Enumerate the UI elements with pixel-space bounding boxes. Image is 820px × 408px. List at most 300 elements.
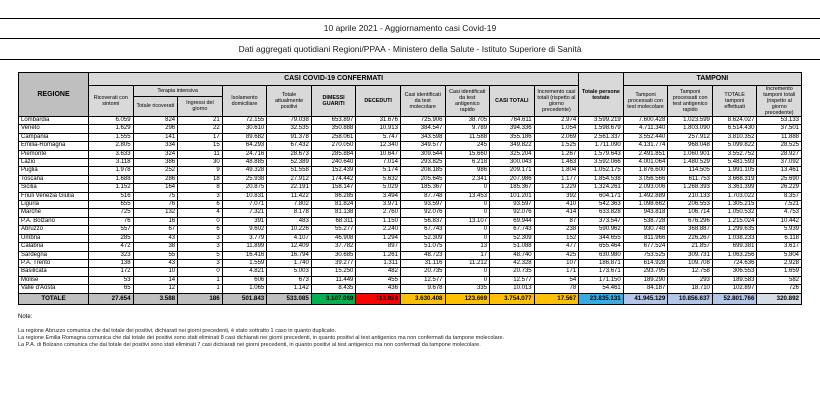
table-row xyxy=(19,175,802,183)
data-cell: 21 xyxy=(178,117,223,125)
data-cell: 306.553 xyxy=(712,268,757,276)
data-cell: 49.328 xyxy=(222,167,267,175)
data-cell: 538.728 xyxy=(623,217,668,225)
data-cell: 1.294 xyxy=(356,234,401,242)
data-cell: 37.782 xyxy=(311,243,356,251)
data-cell: 2.093.006 xyxy=(623,184,668,192)
data-cell: 5.747 xyxy=(356,133,401,141)
data-cell: 46.908 xyxy=(311,234,356,242)
region-name: Sicilia xyxy=(19,184,89,192)
data-cell: 89.682 xyxy=(222,133,267,141)
column-header-tamponi-totale: TOTALE tamponi effettuati xyxy=(712,86,757,117)
table-header xyxy=(19,73,802,117)
data-cell: 10.226 xyxy=(267,226,312,234)
data-cell: 81.138 xyxy=(311,209,356,217)
data-cell: 1.555 xyxy=(89,133,134,141)
data-cell: 436 xyxy=(356,285,401,293)
table-row xyxy=(19,150,802,158)
data-cell: 655 xyxy=(89,201,134,209)
data-cell: 824 xyxy=(133,117,178,125)
data-cell: 245 xyxy=(445,142,490,150)
data-cell: 92.076 xyxy=(400,209,445,217)
region-name: P.A. Trento xyxy=(19,259,89,267)
data-cell: 1.063.256 xyxy=(712,251,757,259)
table-row xyxy=(19,142,802,150)
data-cell: 897 xyxy=(356,243,401,251)
data-cell: 9.789 xyxy=(445,125,490,133)
data-cell: 764.611 xyxy=(490,117,535,125)
region-name: Emilia-Romagna xyxy=(19,142,89,150)
table-row xyxy=(19,217,802,225)
data-cell: 42.328 xyxy=(490,259,535,267)
data-cell: 1.229 xyxy=(534,184,579,192)
data-cell: 1 xyxy=(178,276,223,284)
data-cell: 14 xyxy=(133,276,178,284)
table-row xyxy=(19,159,802,167)
region-name: Piemonte xyxy=(19,150,89,158)
data-cell: 37.501 xyxy=(757,125,802,133)
data-cell: 286 xyxy=(133,175,178,183)
data-cell: 285 xyxy=(89,234,134,242)
data-cell: 3 xyxy=(178,192,223,200)
data-cell: 4.131.774 xyxy=(623,142,668,150)
data-cell: 4 xyxy=(178,209,223,217)
data-cell: 48.723 xyxy=(400,251,445,259)
data-cell: 673 xyxy=(267,276,312,284)
column-header-regione: REGIONE xyxy=(19,73,89,117)
data-cell: 22.191 xyxy=(267,184,312,192)
column-header-casi-totali: CASI TOTALI xyxy=(490,86,535,117)
data-cell: 1.629 xyxy=(89,125,134,133)
data-cell: 3.494 xyxy=(356,192,401,200)
data-cell: 210.133 xyxy=(668,192,713,200)
data-cell: 3.617 xyxy=(757,243,802,251)
region-name: Marche xyxy=(19,209,89,217)
data-cell: 1.480.529 xyxy=(668,159,713,167)
data-cell: 724.636 xyxy=(712,259,757,267)
data-cell: 0 xyxy=(445,276,490,284)
data-cell: 55 xyxy=(133,251,178,259)
data-cell: 6 xyxy=(178,201,223,209)
data-cell: 1.703.022 xyxy=(712,192,757,200)
data-cell: 207.986 xyxy=(490,175,535,183)
data-cell: 5.481.593 xyxy=(712,159,757,167)
data-cell: 1.038.233 xyxy=(712,234,757,242)
data-cell: 13.453 xyxy=(445,192,490,200)
totale-cell: 52.801.766 xyxy=(712,293,757,304)
data-cell: 343.598 xyxy=(400,133,445,141)
data-cell: 4.711.340 xyxy=(623,125,668,133)
data-cell: 56.837 xyxy=(400,217,445,225)
data-cell: 24.716 xyxy=(222,150,267,158)
totale-cell: 3.630.408 xyxy=(400,293,445,304)
region-name: Toscana xyxy=(19,175,89,183)
data-cell: 344.655 xyxy=(579,234,624,242)
totale-cell: 3.754.077 xyxy=(490,293,535,304)
data-cell: 726 xyxy=(757,285,802,293)
data-cell: 12.577 xyxy=(400,276,445,284)
data-cell: 51.088 xyxy=(490,243,535,251)
table-row xyxy=(19,251,802,259)
data-cell: 725.906 xyxy=(400,117,445,125)
totale-cell: 186 xyxy=(178,293,223,304)
data-cell: 300.043 xyxy=(490,159,535,167)
totale-cell: 10.856.637 xyxy=(668,293,713,304)
data-cell: 472 xyxy=(89,243,134,251)
data-cell: 86.285 xyxy=(311,192,356,200)
data-cell: 186.871 xyxy=(579,259,624,267)
data-cell: 4.107 xyxy=(267,234,312,242)
data-cell: 455 xyxy=(356,276,401,284)
data-cell: 28.525 xyxy=(757,142,802,150)
data-cell: 5.804 xyxy=(757,251,802,259)
data-cell: 1.054 xyxy=(534,125,579,133)
data-cell: 7.071 xyxy=(222,201,267,209)
data-cell: 10.013 xyxy=(490,285,535,293)
data-cell: 3.633 xyxy=(89,150,134,158)
data-cell: 226.267 xyxy=(668,234,713,242)
data-cell: 4.821 xyxy=(222,268,267,276)
data-cell: 185.367 xyxy=(400,184,445,192)
data-cell: 3 xyxy=(178,243,223,251)
region-name: Puglia xyxy=(19,167,89,175)
data-cell: 1.261 xyxy=(356,251,401,259)
column-header-casi-antigenico: Casi identificati da test antigenico rapido xyxy=(445,86,490,117)
footnotes-title: Note: xyxy=(18,314,33,320)
data-cell: 67.432 xyxy=(267,142,312,150)
data-cell: 349.822 xyxy=(490,142,535,150)
data-cell: 325.204 xyxy=(490,150,535,158)
data-cell: 15.660 xyxy=(445,150,490,158)
data-cell: 410 xyxy=(534,201,579,209)
data-cell: 1.267 xyxy=(534,150,579,158)
data-cell: 483 xyxy=(267,217,312,225)
data-cell: 208.185 xyxy=(400,167,445,175)
report-source-subtitle: Dati aggregati quotidiani Regioni/PPAA - Ministero della Salute - Istituto Superiore di Sanità xyxy=(0,39,820,60)
data-cell: 614.928 xyxy=(623,259,668,267)
data-cell: 12.577 xyxy=(490,276,535,284)
data-cell: 87.748 xyxy=(400,192,445,200)
data-cell: 16 xyxy=(133,217,178,225)
data-cell: 425 xyxy=(534,251,579,259)
region-name: Lombardia xyxy=(19,117,89,125)
data-cell: 30.610 xyxy=(222,125,267,133)
data-cell: 8.357 xyxy=(757,192,802,200)
data-cell: 10.647 xyxy=(356,150,401,158)
data-cell: 37.092 xyxy=(757,159,802,167)
data-cell: 4.001.064 xyxy=(623,159,668,167)
region-name: Friuli Venezia Giulia xyxy=(19,192,89,200)
data-cell: 174.442 xyxy=(311,175,356,183)
data-cell: 2.491.851 xyxy=(623,150,668,158)
column-header-incremento-tamponi: Incremento tamponi totali (rispetto al giorno precedente) xyxy=(757,86,802,117)
totale-cell: 113.923 xyxy=(356,293,401,304)
table-row xyxy=(19,133,802,141)
region-name: Campania xyxy=(19,133,89,141)
report-title-block xyxy=(0,18,820,60)
data-cell: 1.023.599 xyxy=(668,117,713,125)
data-cell: 0 xyxy=(445,209,490,217)
table-body xyxy=(19,117,802,305)
group-header-terapia-intensiva: Terapia intensiva xyxy=(133,86,222,97)
table-row xyxy=(19,201,802,209)
data-cell: 350.888 xyxy=(311,125,356,133)
data-cell: 9.678 xyxy=(400,285,445,293)
data-cell: 240.640 xyxy=(311,159,356,167)
data-cell: 557 xyxy=(89,226,134,234)
data-cell: 32.535 xyxy=(267,125,312,133)
data-cell: 5.029 xyxy=(356,184,401,192)
data-cell: 1.050.532 xyxy=(712,209,757,217)
column-header-positivi: Totale attualmente positivi xyxy=(267,86,312,117)
data-cell: 52.309 xyxy=(490,234,535,242)
data-cell: 1.876.600 xyxy=(623,167,668,175)
totale-row xyxy=(19,293,802,304)
data-cell: 2.974 xyxy=(534,117,579,125)
data-cell: 43 xyxy=(133,259,178,267)
data-cell: 38 xyxy=(133,243,178,251)
data-cell: 11.422 xyxy=(267,192,312,200)
data-cell: 93.597 xyxy=(490,201,535,209)
data-cell: 8 xyxy=(178,184,223,192)
table-row xyxy=(19,125,802,133)
data-cell: 93.597 xyxy=(400,201,445,209)
data-cell: 54.461 xyxy=(579,285,624,293)
data-cell: 1.177 xyxy=(534,175,579,183)
table-row xyxy=(19,226,802,234)
data-cell: 76 xyxy=(89,217,134,225)
data-cell: 1.060.901 xyxy=(668,150,713,158)
data-cell: 1.142 xyxy=(267,285,312,293)
region-name: Valle d'Aosta xyxy=(19,285,89,293)
data-cell: 0 xyxy=(445,268,490,276)
column-header-persone-testate: Totale persone testate xyxy=(579,73,624,117)
data-cell: 11.888 xyxy=(757,133,802,141)
data-cell: 16.416 xyxy=(222,251,267,259)
totale-cell: 123.669 xyxy=(445,293,490,304)
data-cell: 15.250 xyxy=(311,268,356,276)
data-cell: 296 xyxy=(133,125,178,133)
data-cell: 17 xyxy=(445,251,490,259)
data-cell: 11 xyxy=(178,150,223,158)
data-cell: 69.944 xyxy=(490,217,535,225)
data-cell: 8.178 xyxy=(267,209,312,217)
column-header-casi-molecolare: Casi identificati da test molecolare xyxy=(400,86,445,117)
data-cell: 13.461 xyxy=(757,167,802,175)
data-cell: 8.435 xyxy=(311,285,356,293)
data-cell: 0 xyxy=(445,201,490,209)
totale-cell: 41.945.129 xyxy=(623,293,668,304)
totale-cell: 533.085 xyxy=(267,293,312,304)
data-cell: 1.854.538 xyxy=(579,175,624,183)
data-cell: 152.439 xyxy=(311,167,356,175)
data-cell: 12.758 xyxy=(668,268,713,276)
column-header-tamponi-antigenico: Tamponi processati con test antigenico rapido xyxy=(668,86,713,117)
data-cell: 1.659 xyxy=(757,268,802,276)
data-cell: 6 xyxy=(178,226,223,234)
data-cell: 26.229 xyxy=(757,184,802,192)
data-cell: 309.731 xyxy=(668,251,713,259)
data-cell: 349.577 xyxy=(400,142,445,150)
region-name: Calabria xyxy=(19,243,89,251)
data-cell: 1.559 xyxy=(222,259,267,267)
data-cell: 1.311 xyxy=(356,259,401,267)
data-cell: 81.824 xyxy=(311,201,356,209)
data-cell: 252 xyxy=(133,167,178,175)
data-cell: 590.962 xyxy=(579,226,624,234)
data-cell: 0 xyxy=(178,268,223,276)
data-cell: 20.735 xyxy=(400,268,445,276)
table-row xyxy=(19,268,802,276)
data-cell: 8.624.027 xyxy=(712,117,757,125)
data-cell: 811.966 xyxy=(623,234,668,242)
data-cell: 20.735 xyxy=(490,268,535,276)
data-cell: 1.463 xyxy=(534,159,579,167)
data-cell: 173.671 xyxy=(579,268,624,276)
data-cell: 3.592.066 xyxy=(579,159,624,167)
data-cell: 6.118 xyxy=(757,234,802,242)
data-cell: 55.277 xyxy=(311,226,356,234)
data-cell: 2.928 xyxy=(757,259,802,267)
data-cell: 5.632 xyxy=(356,175,401,183)
data-cell: 677.524 xyxy=(623,243,668,251)
data-cell: 67.743 xyxy=(490,226,535,234)
data-cell: 17 xyxy=(178,133,223,141)
data-cell: 633.828 xyxy=(579,209,624,217)
data-cell: 78 xyxy=(534,285,579,293)
data-cell: 106.714 xyxy=(668,209,713,217)
data-cell: 48.740 xyxy=(490,251,535,259)
data-cell: 15 xyxy=(178,142,223,150)
footnote-line: La regione Emilia Romagna comunica che dal totale dei positivi sono stati eliminati 8 casi dichiarati nei giorni precedenti, in quanto positivi al test antigenico ma non confermati da tampone molecolare. xyxy=(18,335,505,341)
data-cell: 2.760 xyxy=(356,209,401,217)
data-cell: 285.884 xyxy=(311,150,356,158)
footnote-line: La regione Abruzzo comunica che dal totale dei positivi, dichiarati nei giorni precedenti, è stato sottratto 1 caso in quanto duplicato. xyxy=(18,328,336,334)
data-cell: 1.598.679 xyxy=(579,125,624,133)
data-cell: 394.336 xyxy=(490,125,535,133)
data-cell: 206.553 xyxy=(668,201,713,209)
region-name: Veneto xyxy=(19,125,89,133)
data-cell: 1.803.090 xyxy=(668,125,713,133)
data-cell: 67.743 xyxy=(400,226,445,234)
data-cell: 84.187 xyxy=(623,285,668,293)
data-cell: 31.676 xyxy=(356,117,401,125)
data-cell: 4.753 xyxy=(757,209,802,217)
data-cell: 1.991.105 xyxy=(712,167,757,175)
table-row xyxy=(19,234,802,242)
data-cell: 79.038 xyxy=(267,117,312,125)
data-cell: 293 xyxy=(668,276,713,284)
data-cell: 1.804 xyxy=(534,167,579,175)
footnotes xyxy=(18,314,504,349)
region-name: Sardegna xyxy=(19,251,89,259)
data-cell: 7.014 xyxy=(356,159,401,167)
data-cell: 323 xyxy=(89,251,134,259)
column-header-ricoverati: Ricoverati con sintomi xyxy=(89,86,134,117)
data-cell: 10 xyxy=(133,268,178,276)
data-cell: 164 xyxy=(133,184,178,192)
data-cell: 13.107 xyxy=(445,217,490,225)
data-cell: 43 xyxy=(133,234,178,242)
data-cell: 257.912 xyxy=(668,133,713,141)
data-cell: 76 xyxy=(133,201,178,209)
totale-label: TOTALE xyxy=(19,293,89,304)
data-cell: 309.544 xyxy=(400,150,445,158)
data-cell: 2.240 xyxy=(356,226,401,234)
data-cell: 6.514.430 xyxy=(712,125,757,133)
covid-data-table xyxy=(18,72,802,305)
data-cell: 172 xyxy=(89,268,134,276)
data-cell: 11.899 xyxy=(222,243,267,251)
data-cell: 132 xyxy=(133,209,178,217)
data-cell: 75 xyxy=(133,192,178,200)
data-cell: 12 xyxy=(133,285,178,293)
data-cell: 3.810.352 xyxy=(712,133,757,141)
data-cell: 676.296 xyxy=(668,217,713,225)
totale-cell: 17.567 xyxy=(534,293,579,304)
group-header-tamponi: TAMPONI xyxy=(623,73,801,86)
data-cell: 414 xyxy=(534,209,579,217)
column-header-ti-totale: Totale ricoverati xyxy=(133,96,178,116)
data-cell: 205.645 xyxy=(400,175,445,183)
data-cell: 368.887 xyxy=(668,226,713,234)
table-row xyxy=(19,184,802,192)
footnote-line: La P.A. di Bolzano comunica che dal totale dei positivi sono stati eliminati 7 casi dichiarati nei giorni precedenti, in quanto positivi al test antigenico ma non confermati da tampone molecolare. xyxy=(18,342,481,348)
table-row xyxy=(19,243,802,251)
data-cell: 3.668.319 xyxy=(712,175,757,183)
data-cell: 12.340 xyxy=(356,142,401,150)
data-cell: 158.147 xyxy=(311,184,356,192)
data-cell: 930.748 xyxy=(623,226,668,234)
data-cell: 5.939 xyxy=(757,226,802,234)
data-cell: 0 xyxy=(178,217,223,225)
data-cell: 3.599.219 xyxy=(579,117,624,125)
data-cell: 152 xyxy=(534,234,579,242)
data-cell: 3 xyxy=(178,259,223,267)
data-cell: 9.602 xyxy=(222,226,267,234)
data-cell: 13 xyxy=(445,243,490,251)
data-cell: 185.367 xyxy=(490,184,535,192)
region-name: P.A. Bolzano xyxy=(19,217,89,225)
data-cell: 0 xyxy=(445,234,490,242)
data-cell: 1.492.889 xyxy=(623,192,668,200)
data-cell: 653.897 xyxy=(311,117,356,125)
data-cell: 630.980 xyxy=(579,251,624,259)
data-cell: 53 xyxy=(89,276,134,284)
data-cell: 31.116 xyxy=(400,259,445,267)
data-cell: 3.779 xyxy=(222,234,267,242)
data-cell: 384.547 xyxy=(400,125,445,133)
data-cell: 65 xyxy=(89,285,134,293)
data-cell: 324 xyxy=(133,150,178,158)
data-cell: 7.600.428 xyxy=(623,117,668,125)
data-cell: 5 xyxy=(178,251,223,259)
data-cell: 611.753 xyxy=(668,175,713,183)
data-cell: 1.978 xyxy=(89,167,134,175)
data-cell: 0 xyxy=(445,226,490,234)
data-cell: 21.857 xyxy=(668,243,713,251)
data-cell: 54 xyxy=(534,276,579,284)
data-cell: 3.971 xyxy=(356,201,401,209)
data-cell: 18.710 xyxy=(668,285,713,293)
data-cell: 91.378 xyxy=(267,133,312,141)
data-cell: 141 xyxy=(133,133,178,141)
data-cell: 2.341 xyxy=(445,175,490,183)
data-cell: 7.802 xyxy=(267,201,312,209)
data-cell: 1.152 xyxy=(89,184,134,192)
data-cell: 171.150 xyxy=(579,276,624,284)
data-cell: 12.409 xyxy=(267,243,312,251)
